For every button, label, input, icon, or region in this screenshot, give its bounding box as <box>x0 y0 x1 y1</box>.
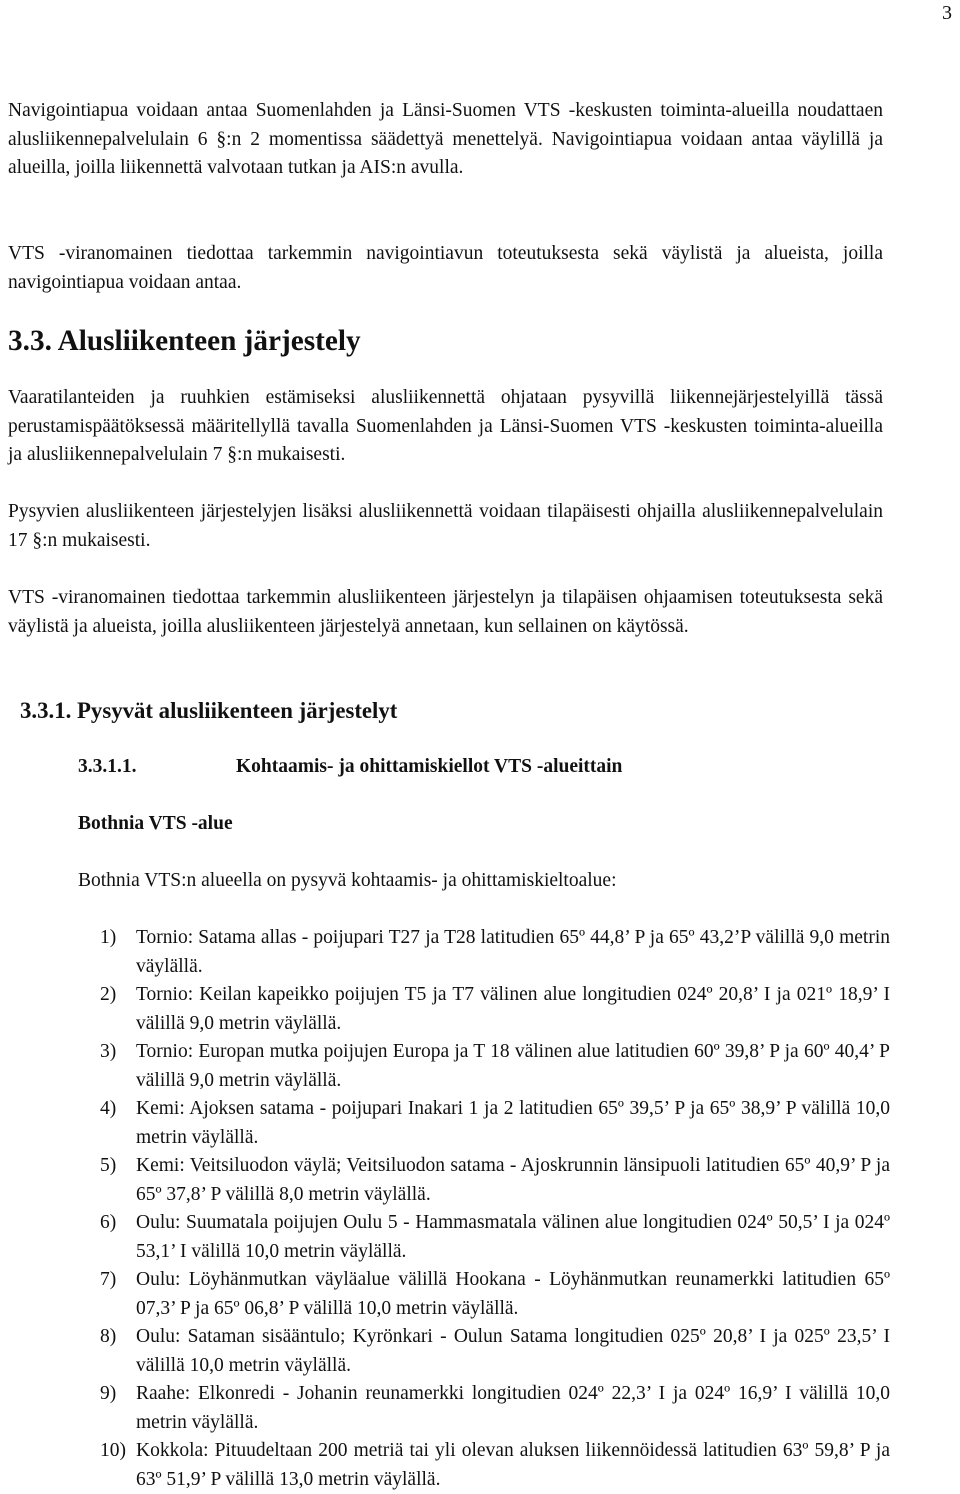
list-number: 4) <box>100 1098 117 1119</box>
page-number: 3 <box>942 2 952 24</box>
section-heading-3-3: 3.3. Alusliikenteen järjestely <box>8 325 361 357</box>
list-text: Kemi: Veitsiluodon väylä; Veitsiluodon satama - Ajoskrunnin länsipuoli latitudien 65º 40,9’ P ja 65º 37,8’ P välillä 8,0 metrin väylällä. <box>136 1155 890 1205</box>
section-heading-3-3-1: 3.3.1. Pysyvät alusliikenteen järjestelyt <box>20 698 398 723</box>
list-item <box>100 1437 890 1494</box>
list-text: Kokkola: Pituudeltaan 200 metriä tai yli olevan aluksen liikennöidessä latitudien 63º 59,8’ P ja 63º 51,9’ P välillä 13,0 metrin väylällä. <box>136 1440 890 1490</box>
list-item <box>100 1038 890 1095</box>
list-number: 10) <box>100 1440 126 1461</box>
section-number: 3.3.1.1. <box>78 756 137 777</box>
restriction-area-list <box>100 924 890 1494</box>
list-text: Oulu: Löyhänmutkan väyläalue välillä Hookana - Löyhänmutkan reunamerkki latitudien 65º 07,3’ P ja 65º 06,8’ P välillä 10,0 metrin väylällä. <box>136 1269 890 1319</box>
list-item <box>100 981 890 1038</box>
list-item <box>100 1095 890 1152</box>
list-number: 6) <box>100 1212 117 1233</box>
paragraph-vts-authority-traffic-notice: VTS -viranomainen tiedottaa tarkemmin alusliikenteen järjestelyn ja tilapäisen ohjaamisen toteutuksesta sekä väylistä ja alueista, joilla alusliikenteen järjestelyä annetaan, kun sellainen on käytössä. <box>8 587 883 637</box>
paragraph-traffic-arrangements: Vaaratilanteiden ja ruuhkien estämiseksi alusliikennettä ohjataan pysyvillä liikennejärjestelyillä tässä perustamispäätöksessä määritellyllä tavalla Suomenlahden ja Länsi-Suomen VTS -keskusten toiminta-alueilla ja alusliikennepalvelulain 7 §:n mukaisesti. <box>8 387 883 465</box>
paragraph-temporary-guidance: Pysyvien alusliikenteen järjestelyjen lisäksi alusliikennettä voidaan tilapäisesti ohjailla alusliikennepalvelulain 17 §:n mukaisesti. <box>8 501 883 551</box>
list-number: 2) <box>100 984 117 1005</box>
section-title: Kohtaamis- ja ohittamiskiellot VTS -alueittain <box>236 756 623 777</box>
list-text: Tornio: Satama allas - poijupari T27 ja T28 latitudien 65º 44,8’ P ja 65º 43,2’P välillä 9,0 metrin väylällä. <box>136 927 890 977</box>
list-item <box>100 1266 890 1323</box>
list-text: Tornio: Keilan kapeikko poijujen T5 ja T7 välinen alue longitudien 024º 20,8’ I ja 021º 18,9’ I välillä 9,0 metrin väylällä. <box>136 984 890 1034</box>
paragraph-vts-authority-notice: VTS -viranomainen tiedottaa tarkemmin navigointiavun toteutuksesta sekä väylistä ja alueista, joilla navigointiapua voidaan antaa. <box>8 243 883 293</box>
list-number: 7) <box>100 1269 117 1290</box>
list-text: Oulu: Sataman sisääntulo; Kyrönkari - Oulun Satama longitudien 025º 20,8’ I ja 025º 23,5’ I välillä 10,0 metrin väylällä. <box>136 1326 890 1376</box>
list-number: 5) <box>100 1155 117 1176</box>
list-item <box>100 924 890 981</box>
list-number: 1) <box>100 927 117 948</box>
list-number: 8) <box>100 1326 117 1347</box>
list-item <box>100 1380 890 1437</box>
list-item <box>100 1152 890 1209</box>
list-number: 9) <box>100 1383 117 1404</box>
list-item <box>100 1209 890 1266</box>
list-text: Raahe: Elkonredi - Johanin reunamerkki longitudien 024º 22,3’ I ja 024º 16,9’ I välillä 10,0 metrin väylällä. <box>136 1383 890 1433</box>
list-text: Kemi: Ajoksen satama - poijupari Inakari 1 ja 2 latitudien 65º 39,5’ P ja 65º 38,9’ P välillä 10,0 metrin väylällä. <box>136 1098 890 1148</box>
paragraph-navigation-assistance: Navigointiapua voidaan antaa Suomenlahden ja Länsi-Suomen VTS -keskusten toiminta-alueilla noudattaen alusliikennepalvelulain 6 §:n 2 momentissa säädettyä menettelyä. Navigointiapua voidaan antaa väylillä ja alueilla, joilla liikennettä valvotaan tutkan ja AIS:n avulla. <box>8 100 883 178</box>
subheading-bothnia-vts: Bothnia VTS -alue <box>78 813 233 834</box>
list-number: 3) <box>100 1041 117 1062</box>
paragraph-bothnia-intro: Bothnia VTS:n alueella on pysyvä kohtaamis- ja ohittamiskieltoalue: <box>78 870 617 891</box>
list-text: Tornio: Europan mutka poijujen Europa ja T 18 välinen alue latitudien 60º 39,8’ P ja 60º 40,4’ P välillä 9,0 metrin väylällä. <box>136 1041 890 1091</box>
list-text: Oulu: Suumatala poijujen Oulu 5 - Hammasmatala välinen alue longitudien 024º 50,5’ I ja 024º 53,1’ I välillä 10,0 metrin väylällä. <box>136 1212 890 1262</box>
list-item <box>100 1323 890 1380</box>
